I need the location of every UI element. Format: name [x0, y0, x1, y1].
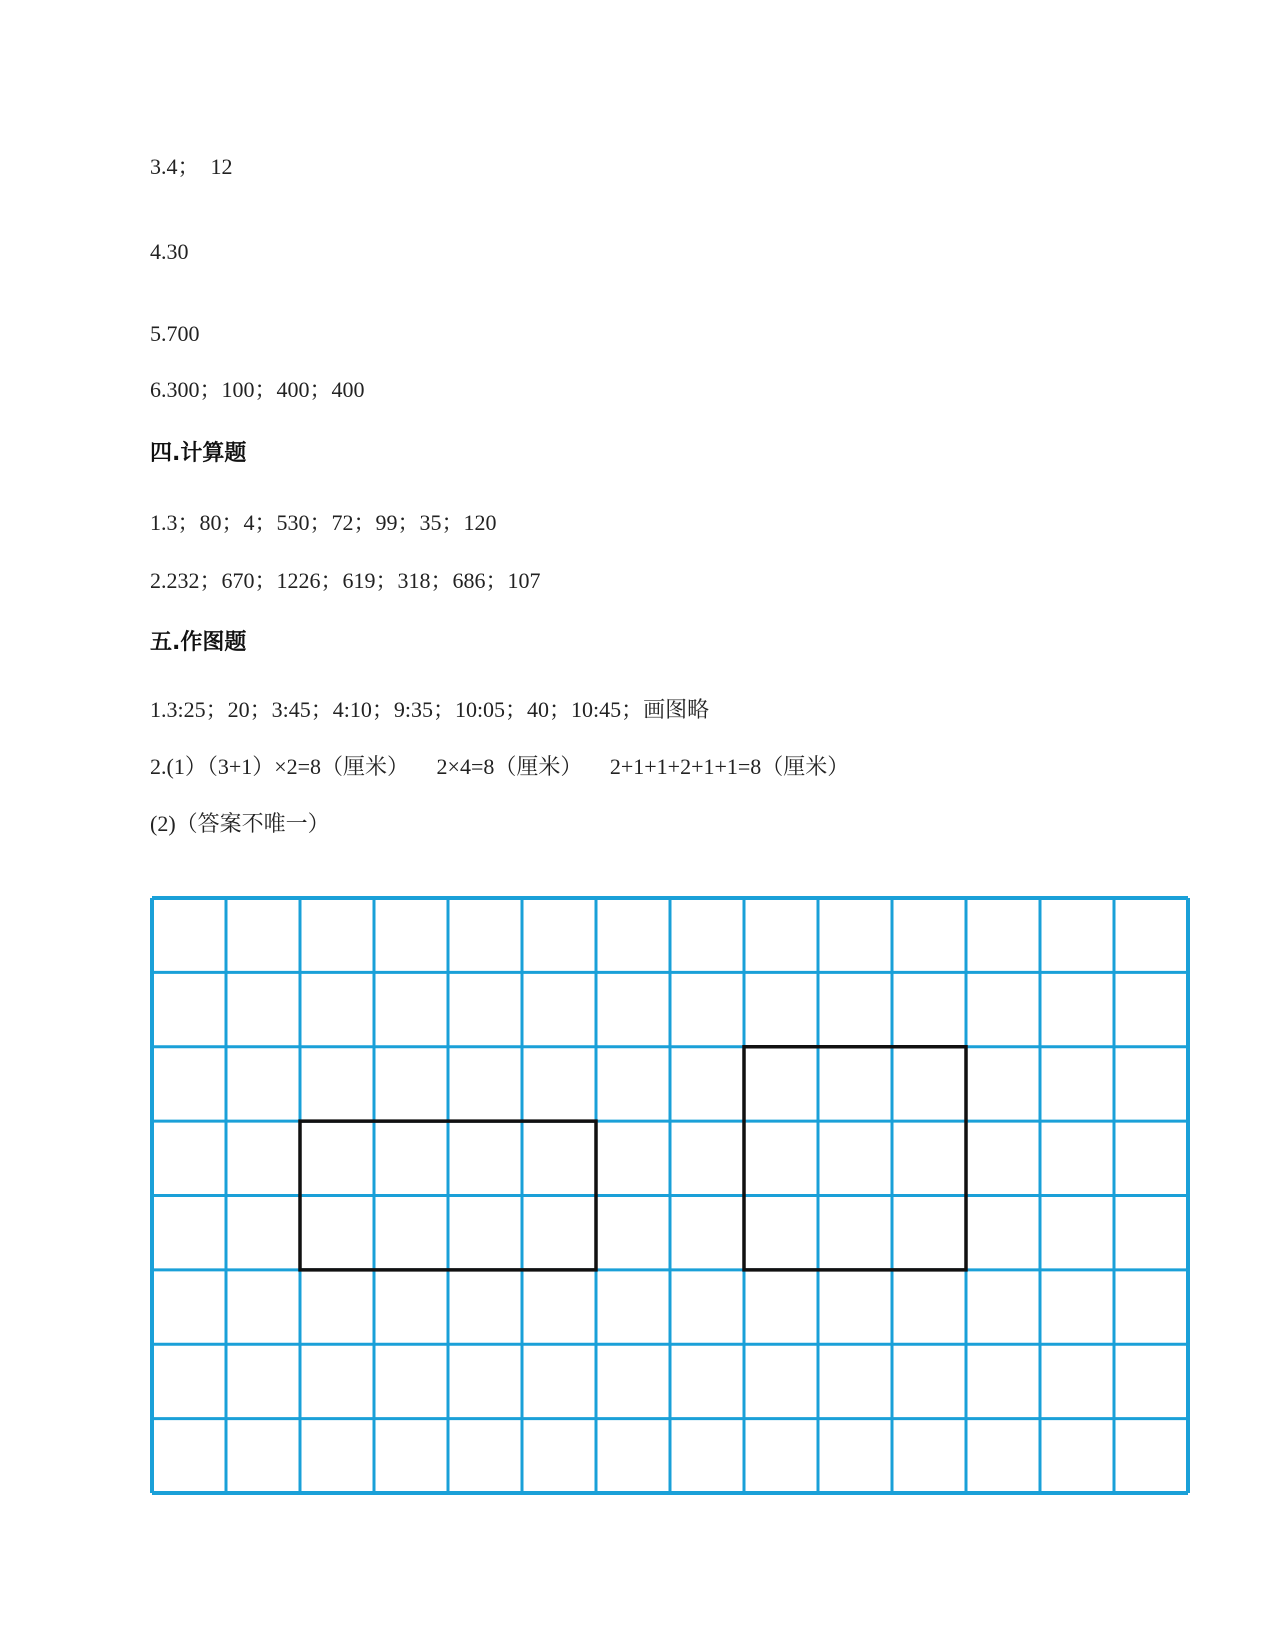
- draw-answer-2-part-1: 2.(1）（3+1）×2=8（厘米） 2×4=8（厘米） 2+1+1+2+1+1=8（厘米）: [150, 754, 850, 779]
- calc-answer-1: 1.3；80；4；530；72；99；35；120: [150, 510, 497, 535]
- grid-figure-svg: [150, 896, 1190, 1495]
- section-heading-drawing: 五.作图题: [150, 630, 247, 655]
- answer-5: 5.700: [150, 321, 200, 346]
- answer-3-4: 3.4； 12: [150, 154, 233, 179]
- answer-4: 4.30: [150, 239, 189, 264]
- section-heading-calculation: 四.计算题: [150, 441, 247, 466]
- answer-6: 6.300；100；400；400: [150, 377, 365, 402]
- draw-answer-1: 1.3:25；20；3:45；4:10；9:35；10:05；40；10:45；画图略: [150, 697, 710, 722]
- calc-answer-2: 2.232；670；1226；619；318；686；107: [150, 568, 541, 593]
- grid-figure: [150, 896, 1190, 1495]
- draw-answer-2-part-2: (2)（答案不唯一）: [150, 811, 330, 836]
- square-shape: [744, 1047, 966, 1270]
